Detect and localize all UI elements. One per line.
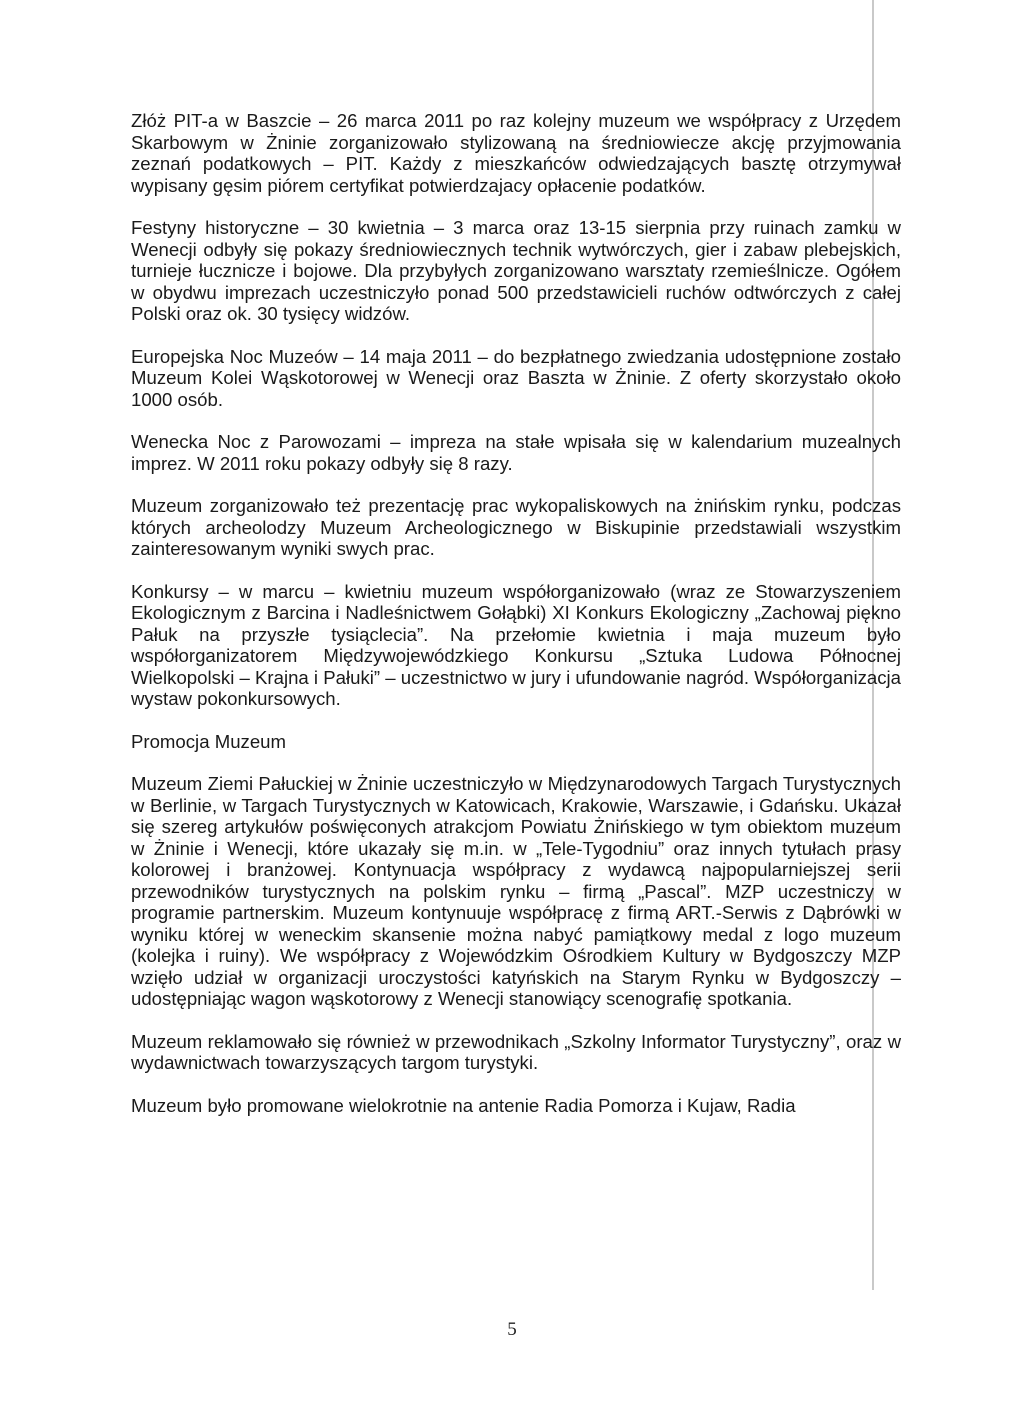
paragraph-targi: Muzeum Ziemi Pałuckiej w Żninie uczestniczyło w Międzynarodowych Targach Turystycznych w Berlinie, w Targach Turystycznych w Katowicach, Krakowie, Warszawie, i Gdańsku. Ukazał się szereg artykułów poświęconych atrakcjom Powiatu Żnińskiego w tym obiektom muzeum w Żninie i Wenecji, które ukazały się m.in. w „Tele-Tygodniu” oraz innych tytułach prasy kolorowej i branżowej. Kontynuacja współpracy z wydawcą najpopularniejszej serii przewodników turystycznych na polskim rynku – firmą „Pascal”. MZP uczestniczy w programie partnerskim. Muzeum kontynuuje współpracę z firmą ART.-Serwis z Dąbrówki w wyniku której w weneckim skansenie można nabyć pamiątkowy medal z logo muzeum (kolejka i ruiny). We współpracy z Wojewódzkim Ośrodkiem Kultury w Bydgoszczy MZP wzięło udział w organizacji uroczystości katyńskich na Starym Rynku w Bydgoszczy – udostępniając wagon wąskotorowy z Wenecji stanowiący scenografię spotkania. xyxy=(131,773,901,1009)
document-body xyxy=(131,110,901,1137)
paragraph-pit-baszta: Złóż PIT-a w Baszcie – 26 marca 2011 po raz kolejny muzeum we współpracy z Urzędem Skarbowym w Żninie zorganizowało stylizowaną na średniowiecze akcję przyjmowania zeznań podatkowych – PIT. Każdy z mieszkańców odwiedzających basztę otrzymywał wypisany gęsim piórem certyfikat potwierdzajacy opłacenie podatków. xyxy=(131,110,901,196)
paragraph-konkursy: Konkursy – w marcu – kwietniu muzeum współorganizowało (wraz ze Stowarzyszeniem Ekologicznym z Barcina i Nadleśnictwem Gołąbki) XI Konkurs Ekologiczny „Zachowaj piękno Pałuk na przyszłe tysiąclecia”. Na przełomie kwietnia i maja muzeum było współorganizatorem Międzywojewódzkiego Konkursu „Sztuka Ludowa Północnej Wielkopolski – Krajna i Pałuki” – uczestnictwo w jury i ufundowanie nagród. Współorganizacja wystaw pokonkursowych. xyxy=(131,580,901,709)
paragraph-przewodniki: Muzeum reklamowało się również w przewodnikach „Szkolny Informator Turystyczny”, oraz w wydawnictwach towarzyszących targom turystyki. xyxy=(131,1030,901,1073)
paragraph-festyny: Festyny historyczne – 30 kwietnia – 3 marca oraz 13-15 sierpnia przy ruinach zamku w Wenecji odbyły się pokazy średniowiecznych technik wytwórczych, gier i zabaw plebejskich, turnieje łucznicze i bojowe. Dla przybyłych zorganizowano warsztaty rzemieślnicze. Ogółem w obydwu imprezach uczestniczyło ponad 500 przedstawicieli ruchów odtwórczych z całej Polski oraz ok. 30 tysięcy widzów. xyxy=(131,217,901,324)
paragraph-radio: Muzeum było promowane wielokrotnie na antenie Radia Pomorza i Kujaw, Radia xyxy=(131,1094,796,1116)
paragraph-wykopaliska: Muzeum zorganizowało też prezentację prac wykopaliskowych na żnińskim rynku, podczas których archeolodzy Muzeum Archeologicznego w Biskupinie przedstawiali wszystkim zainteresowanym wyniki swych prac. xyxy=(131,495,901,559)
section-heading-promocja: Promocja Muzeum xyxy=(131,730,286,752)
paragraph-wenecka-noc: Wenecka Noc z Parowozami – impreza na stałe wpisała się w kalendarium muzealnych imprez. W 2011 roku pokazy odbyły się 8 razy. xyxy=(131,431,901,474)
paragraph-noc-muzeow: Europejska Noc Muzeów – 14 maja 2011 – do bezpłatnego zwiedzania udostępnione zostało Muzeum Kolei Wąskotorowej w Wenecji oraz Baszta w Żninie. Z oferty skorzystało około 1000 osób. xyxy=(131,345,901,410)
page-number: 5 xyxy=(507,1319,517,1340)
